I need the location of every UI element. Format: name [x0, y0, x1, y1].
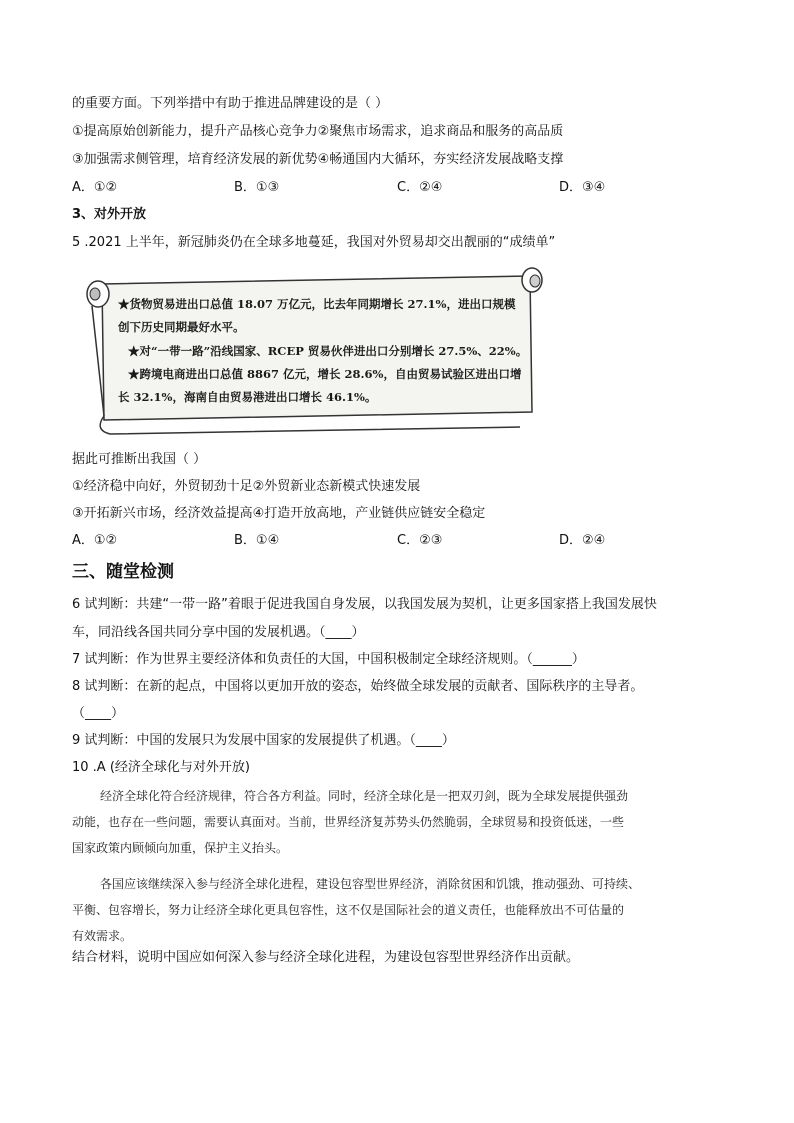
q10-ask: 结合材料，说明中国应如何深入参与经济全球化进程，为建设包容型世界经济作出贡献。 — [72, 950, 580, 965]
scroll-line-1: ★货物贸易进出口总值 18.07 万亿元，比去年同期增长 27.1%，进出口规模 — [118, 297, 516, 311]
q5-option-a[interactable]: A．①② — [72, 533, 118, 548]
q4-stem: 的重要方面。下列举措中有助于推进品牌建设的是（ ） — [72, 96, 389, 111]
section-heading-in-class-check: 三、随堂检测 — [72, 562, 174, 582]
q5-option-b[interactable]: B．①④ — [234, 533, 280, 548]
q4-options — [72, 179, 632, 197]
q6-line-1: 6 试判断：共建“一带一路”着眼于促进我国自身发展，以我国发展为契机，让更多国家搭上我国发展快 — [72, 597, 657, 612]
q10-title: 10 .A (经济全球化与对外开放) — [72, 760, 250, 775]
q9-line: 9 试判断：中国的发展只为发展中国家的发展提供了机遇。（____） — [72, 733, 455, 748]
q10-material — [72, 783, 730, 949]
q5-stem: 5 .2021 上半年，新冠肺炎仍在全球多地蔓延，我国对外贸易却交出靓丽的“成绩单” — [72, 235, 556, 250]
q8-line-1: 8 试判断：在新的起点，中国将以更加开放的姿态，始终做全球发展的贡献者、国际秩序的主导者。 — [72, 679, 644, 694]
q10-material-line-6: 有效需求。 — [72, 929, 133, 943]
q10-material-line-2: 动能，也存在一些问题，需要认真面对。当前，世界经济复苏势头仍然脆弱，全球贸易和投资低迷，一些 — [72, 815, 625, 829]
q10-material-line-5: 平衡、包容增长，努力让经济全球化更具包容性，这不仅是国际社会的道义责任，也能释放出不可估量的 — [72, 903, 625, 917]
q4-option-d[interactable]: D．③④ — [559, 180, 606, 195]
q5-statement-3-4: ③开拓新兴市场，经济效益提高④打造开放高地，产业链供应链安全稳定 — [72, 506, 486, 521]
scroll-line-3: ★对“一带一路”沿线国家、RCEP 贸易伙伴进出口分别增长 27.5%、22%。 — [128, 344, 528, 358]
scroll-line-4: ★跨境电商进出口总值 8867 亿元，增长 28.6%，自由贸易试验区进出口增 — [128, 367, 522, 381]
q4-option-c[interactable]: C．②④ — [397, 180, 443, 195]
q6-line-2: 车，同沿线各国共同分享中国的发展机遇。（____） — [72, 625, 365, 640]
q7-line: 7 试判断：作为世界主要经济体和负责任的大国，中国积极制定全球经济规则。（______） — [72, 652, 585, 667]
q4-statement-1-2: ①提高原始创新能力，提升产品核心竞争力②聚焦市场需求，追求商品和服务的高品质 — [72, 124, 564, 139]
q5-option-d[interactable]: D．②④ — [559, 533, 606, 548]
q4-option-b[interactable]: B．①③ — [234, 180, 280, 195]
q10-material-line-4: 各国应该继续深入参与经济全球化进程，建设包容型世界经济，消除贫困和饥饿，推动强劲、可持续、 — [100, 877, 641, 891]
q5-options — [72, 532, 632, 550]
q8-line-2: （____） — [72, 706, 125, 721]
q4-statement-3-4: ③加强需求侧管理，培育经济发展的新优势④畅通国内大循环，夯实经济发展战略支撑 — [72, 152, 564, 167]
scroll-line-2: 创下历史同期最好水平。 — [118, 320, 245, 334]
q5-ask: 据此可推断出我国（ ） — [72, 452, 207, 467]
q10-material-line-3: 国家政策内顾倾向加重，保护主义抬头。 — [72, 841, 289, 855]
q5-statement-1-2: ①经济稳中向好，外贸韧劲十足②外贸新业态新模式快速发展 — [72, 479, 421, 494]
q4-option-a[interactable]: A．①② — [72, 180, 118, 195]
q5-option-c[interactable]: C．②③ — [397, 533, 443, 548]
scroll-line-5: 长 32.1%，海南自由贸易港进出口增长 46.1%。 — [118, 390, 377, 404]
section-heading-opening-up: 3、对外开放 — [72, 207, 147, 222]
q10-material-line-1: 经济全球化符合经济规律，符合各方利益。同时，经济全球化是一把双刃剑，既为全球发展提供强劲 — [100, 789, 629, 803]
